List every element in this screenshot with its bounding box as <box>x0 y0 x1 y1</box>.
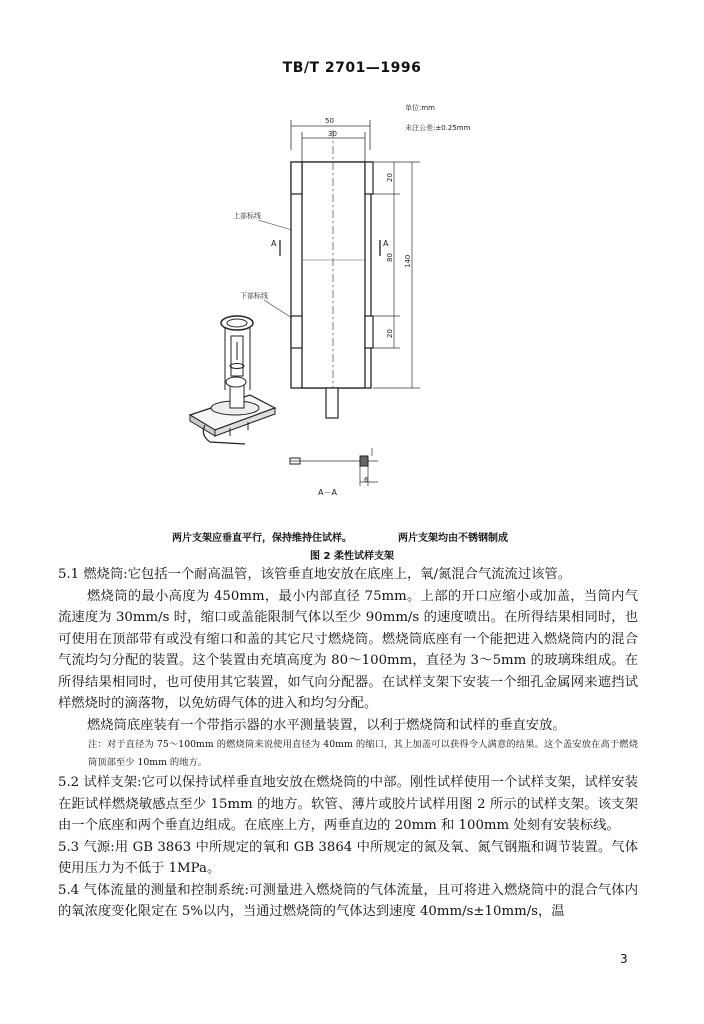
caption-right: 两片支架均由不锈钢制成 <box>398 533 508 544</box>
section-a-right: A <box>383 239 389 248</box>
dim-140-label: 140 <box>404 254 412 268</box>
dim-80-label: 80 <box>386 253 394 262</box>
section-5-4: 5.4 气体流量的测量和控制系统:可测量进入燃烧筒的气体流量，且可将进入燃烧筒中的混合气体内的氧浓度变化限定在 5%以内，当通过燃烧筒的气体达到速度 40mm/s±10mm/s，温 <box>58 882 638 919</box>
section-5-1-note: 注：对于直径为 75～100mm 的燃烧筒来说使用直径为 40mm 的缩口，其上加盖可以获得令人满意的结果。这个盖安放在高于燃烧筒顶部至少 10mm 的地方。 <box>88 739 638 768</box>
upper-mark-label: 上部标线 <box>233 212 261 220</box>
section-a-left: A <box>271 239 277 248</box>
section-5-1-paragraph-2: 燃烧筒底座装有一个带指示器的水平测量装置，以利于燃烧筒和试样的垂直安放。 <box>87 717 566 733</box>
tolerance-note: 未注公差:±0.25mm <box>405 124 471 132</box>
dim-20-top-label: 20 <box>386 173 394 182</box>
dim-50-label: 50 <box>325 117 334 125</box>
body-text <box>58 564 638 923</box>
dim-6-label: 6 <box>364 476 369 484</box>
dim-30-label: 30 <box>328 130 337 138</box>
figure-title: 图 2 柔性试样支架 <box>310 551 394 562</box>
apparatus-sketch <box>190 316 275 444</box>
page-number: 3 <box>620 952 628 966</box>
section-5-2: 5.2 试样支架:它可以保持试样垂直地安放在燃烧筒的中部。刚性试样使用一个试样支架，试样安装在距试样燃烧敏感点至少 15mm 的地方。软管、薄片或胶片试样用图 2 所示的试样支架。该支架由一个底座和两个垂直边组成。在底座上方，两垂直边的 20mm 和 100mm 处刻有安装标线。 <box>58 775 638 833</box>
section-a-a-label: A－A <box>318 488 337 497</box>
dim-20-bottom-label: 20 <box>386 329 394 338</box>
unit-note: 单位:mm <box>405 104 435 112</box>
figure-2-drawing <box>0 90 704 520</box>
caption-left: 两片支架应垂直平行，保持维持住试样。 <box>172 533 352 544</box>
lower-mark-label: 下部标线 <box>240 292 268 300</box>
section-a-a-detail <box>290 448 378 486</box>
section-5-1-heading: 5.1 燃烧筒:它包括一个耐高温管，该管垂直地安放在底座上，氧/氮混合气流流过该管。 <box>58 567 572 582</box>
document-header: TB/T 2701—1996 <box>282 60 422 76</box>
section-5-3: 5.3 气源:用 GB 3863 中所规定的氧和 GB 3864 中所规定的氮及氧、氮气钢瓶和调节装置。气体使用压力为不低于 1MPa。 <box>58 839 638 876</box>
section-5-1-paragraph-1: 燃烧筒的最小高度为 450mm，最小内部直径 75mm。上部的开口应缩小或加盖，当筒内气流速度为 30mm/s 时，缩口或盖能限制气体以至少 90mm/s 的速度喷出。在所得结果相同时，也可使用在顶部带有或没有缩口和盖的其它尺寸燃烧筒。燃烧筒底座有一个能把进入燃烧筒内的混合气流均匀分配的装置。这个装置由充填高度为 80～100mm，直径为 3～5mm 的玻璃珠组成。在所得结果相同时，也可使用其它装置，如气向分配器。在试样支架下安装一个细孔金属网来遮挡试样燃烧时的滴落物，以免妨碍气体的进入和均匀分配。 <box>58 588 638 711</box>
